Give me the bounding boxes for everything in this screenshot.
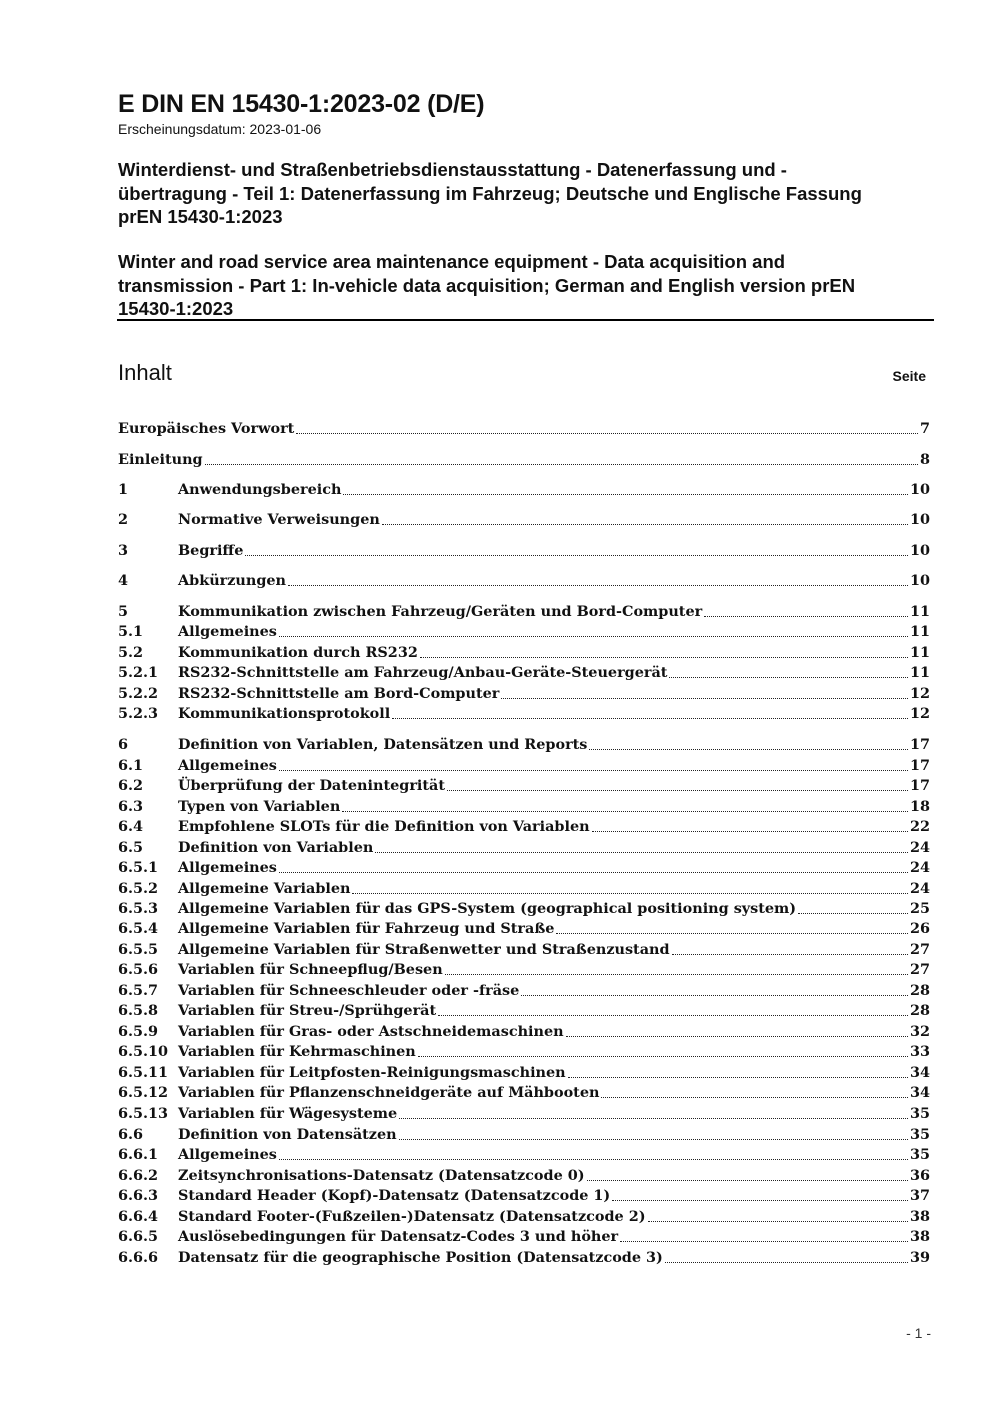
toc-entry-title: Begriffe (178, 542, 244, 559)
toc-entry-page: 8 (919, 451, 930, 468)
toc-entry-number: 6.6.3 (118, 1187, 159, 1204)
toc-entry-number: 6.5.3 (118, 900, 159, 917)
toc-dot-leader (592, 831, 908, 832)
toc-entry[interactable] (118, 898, 930, 918)
toc-entry-page: 39 (909, 1249, 930, 1266)
toc-dot-leader (589, 749, 908, 750)
toc-entry-number: 6.6.4 (118, 1208, 159, 1225)
toc-entry[interactable] (118, 1144, 930, 1164)
toc-entry-title: Überprüfung der Datenintegrität (178, 777, 445, 794)
toc-entry-number: 6.2 (118, 777, 144, 794)
toc-entry-title: Abkürzungen (178, 572, 287, 589)
toc-entry-number: 6.6.1 (118, 1146, 159, 1163)
toc-entry-page: 7 (919, 420, 930, 437)
toc-entry[interactable] (118, 540, 930, 560)
toc-dot-leader (665, 1262, 908, 1263)
toc-entry-page: 36 (909, 1167, 930, 1184)
toc-dot-leader (798, 913, 908, 914)
toc-dot-leader (279, 1159, 908, 1160)
toc-entry-title: Variablen für Kehrmaschinen (178, 1043, 416, 1060)
toc-entry[interactable] (118, 662, 930, 682)
toc-entry-page: 24 (909, 839, 930, 856)
toc-entry[interactable] (118, 703, 930, 723)
toc-entry[interactable] (118, 1041, 930, 1061)
toc-entry-number: 4 (118, 572, 129, 589)
toc-entry-title: Definition von Variablen, Datensätzen und Reports (178, 736, 588, 753)
toc-entry[interactable] (118, 878, 930, 898)
document-code: E DIN EN 15430-1:2023-02 (D/E) (118, 90, 485, 118)
toc-dot-leader (704, 616, 908, 617)
toc-entry-number: 6.5.2 (118, 880, 159, 897)
toc-entry-title: Europäisches Vorwort (118, 420, 295, 437)
toc-entry-page: 37 (909, 1187, 930, 1204)
toc-entry[interactable] (118, 939, 930, 959)
toc-entry-page: 17 (909, 736, 930, 753)
toc-dot-leader (392, 718, 908, 719)
toc-entry-page: 34 (909, 1084, 930, 1101)
toc-entry-number: 5.2.1 (118, 664, 159, 681)
toc-entry[interactable] (118, 449, 930, 469)
toc-dot-leader (342, 811, 908, 812)
toc-entry-page: 10 (909, 542, 930, 559)
toc-dot-leader (288, 585, 908, 586)
toc-entry-number: 6 (118, 736, 129, 753)
toc-entry[interactable] (118, 755, 930, 775)
toc-entry-title: Einleitung (118, 451, 203, 468)
toc-entry[interactable] (118, 621, 930, 641)
toc-entry-title: Variablen für Streu-/Sprühgerät (178, 1002, 437, 1019)
toc-dot-leader (343, 494, 908, 495)
toc-entry-title: Variablen für Gras- oder Astschneidemaschinen (178, 1023, 564, 1040)
toc-entry-title: Empfohlene SLOTs für die Definition von Variablen (178, 818, 590, 835)
title-english-line: 15430-1:2023 (118, 298, 234, 319)
toc-entry-number: 6.1 (118, 757, 144, 774)
toc-entry-number: 6.6.6 (118, 1249, 159, 1266)
toc-entry-title: Allgemeine Variablen (178, 880, 351, 897)
toc-entry-number: 6.4 (118, 818, 144, 835)
toc-dot-leader (418, 1056, 908, 1057)
toc-dot-leader (521, 995, 908, 996)
toc-entry[interactable] (118, 479, 930, 499)
toc-entry-number: 5 (118, 603, 129, 620)
toc-dot-leader (279, 636, 908, 637)
toc-entry-title: Allgemeine Variablen für das GPS-System (geographical positioning system) (178, 900, 797, 917)
title-german-line: übertragung - Teil 1: Datenerfassung im Fahrzeug; Deutsche und Englische Fassung (118, 182, 862, 204)
toc-entry-title: Variablen für Schneeschleuder oder -fräse (178, 982, 520, 999)
toc-entry-number: 6.5.13 (118, 1105, 169, 1122)
toc-entry-number: 6.5.12 (118, 1084, 169, 1101)
toc-dot-leader (399, 1118, 908, 1119)
toc-entry-title: Allgemeines (178, 1146, 277, 1163)
toc-dot-leader (669, 677, 908, 678)
toc-entry[interactable] (118, 837, 930, 857)
toc-dot-leader (648, 1221, 908, 1222)
toc-entry[interactable] (118, 918, 930, 938)
toc-entry-number: 6.3 (118, 798, 144, 815)
toc-entry[interactable] (118, 642, 930, 662)
toc-dot-leader (245, 555, 908, 556)
toc-page-column-label: Seite (892, 368, 926, 384)
toc-entry[interactable] (118, 857, 930, 877)
toc-entry-number: 6.5 (118, 839, 144, 856)
toc-dot-leader (296, 433, 918, 434)
toc-entry[interactable] (118, 1124, 930, 1144)
toc-dot-leader (587, 1180, 908, 1181)
toc-entry-title: Normative Verweisungen (178, 511, 380, 528)
toc-entry-number: 6.5.8 (118, 1002, 159, 1019)
toc-entry-title: Zeitsynchronisations-Datensatz (Datensatzcode 0) (178, 1167, 585, 1184)
toc-entry-page: 38 (909, 1228, 930, 1245)
toc-entry[interactable] (118, 683, 930, 703)
toc-entry-page: 11 (909, 664, 930, 681)
toc-entry-number: 6.6.5 (118, 1228, 159, 1245)
toc-entry[interactable] (118, 959, 930, 979)
toc-entry[interactable] (118, 734, 930, 754)
toc-entry[interactable] (118, 775, 930, 795)
toc-entry-page: 35 (909, 1105, 930, 1122)
toc-entry-page: 11 (909, 603, 930, 620)
toc-entry-page: 10 (909, 511, 930, 528)
toc-dot-leader (279, 770, 908, 771)
title-german-line: Winterdienst- und Straßenbetriebsdienstausstattung - Datenerfassung und - (118, 159, 787, 180)
toc-entry[interactable] (118, 1226, 930, 1246)
toc-dot-leader (501, 698, 908, 699)
toc-entry-title: Variablen für Leitpfosten-Reinigungsmaschinen (178, 1064, 566, 1081)
toc-entry-title: Standard Footer-(Fußzeilen-)Datensatz (Datensatzcode 2) (178, 1208, 646, 1225)
toc-entry-page: 38 (909, 1208, 930, 1225)
toc-entry-number: 6.5.6 (118, 961, 159, 978)
toc-entry-title: Definition von Variablen (178, 839, 374, 856)
title-german-line: prEN 15430-1:2023 (118, 206, 283, 227)
toc-dot-leader (566, 1036, 908, 1037)
toc-entry-page: 18 (909, 798, 930, 815)
toc-entry-page: 27 (909, 941, 930, 958)
toc-entry-page: 32 (909, 1023, 930, 1040)
toc-entry[interactable] (118, 1103, 930, 1123)
toc-dot-leader (399, 1139, 908, 1140)
toc-entry-number: 6.5.7 (118, 982, 159, 999)
toc-entry[interactable] (118, 1000, 930, 1020)
toc-entry-page: 28 (909, 1002, 930, 1019)
toc-entry-page: 24 (909, 880, 930, 897)
toc-entry-page: 33 (909, 1043, 930, 1060)
publication-date: Erscheinungsdatum: 2023-01-06 (118, 121, 322, 137)
toc-entry-number: 6.5.10 (118, 1043, 169, 1060)
toc-entry-number: 5.2.3 (118, 705, 159, 722)
toc-entry-number: 6.5.11 (118, 1064, 169, 1081)
toc-dot-leader (672, 954, 908, 955)
toc-entry[interactable] (118, 1185, 930, 1205)
toc-entry[interactable] (118, 796, 930, 816)
toc-entry-number: 5.2.2 (118, 685, 159, 702)
toc-entry-title: Datensatz für die geographische Position (Datensatzcode 3) (178, 1249, 663, 1266)
toc-entry-page: 11 (909, 644, 930, 661)
toc-dot-leader (556, 933, 908, 934)
toc-entry-page: 26 (909, 920, 930, 937)
toc-dot-leader (205, 464, 918, 465)
toc-entry-title: Kommunikationsprotokoll (178, 705, 391, 722)
toc-entry-page: 17 (909, 757, 930, 774)
toc-entry-page: 12 (909, 685, 930, 702)
toc-entry-page: 12 (909, 705, 930, 722)
toc-heading: Inhalt (118, 360, 172, 385)
page-number: - 1 - (906, 1325, 931, 1341)
toc-entry-page: 35 (909, 1126, 930, 1143)
toc-entry[interactable] (118, 1206, 930, 1226)
toc-entry-number: 6.5.4 (118, 920, 159, 937)
toc-entry-page: 28 (909, 982, 930, 999)
toc-entry[interactable] (118, 816, 930, 836)
toc-entry[interactable] (118, 1247, 930, 1267)
toc-entry-page: 11 (909, 623, 930, 640)
toc-entry-title: Variablen für Schneepflug/Besen (178, 961, 443, 978)
toc-entry[interactable] (118, 418, 930, 438)
title-english-line: Winter and road service area maintenance equipment - Data acquisition and (118, 251, 786, 272)
toc-entry-number: 6.6 (118, 1126, 144, 1143)
toc-entry-title: Allgemeines (178, 623, 277, 640)
toc-entry-number: 2 (118, 511, 129, 528)
toc-entry[interactable] (118, 1082, 930, 1102)
toc-dot-leader (612, 1200, 908, 1201)
toc-entry-page: 35 (909, 1146, 930, 1163)
toc-entry-page: 17 (909, 777, 930, 794)
toc-entry-number: 3 (118, 542, 129, 559)
toc-entry-page: 22 (909, 818, 930, 835)
toc-entry-page: 27 (909, 961, 930, 978)
toc-dot-leader (601, 1097, 908, 1098)
toc-dot-leader (438, 1015, 908, 1016)
toc-dot-leader (620, 1241, 908, 1242)
toc-entry-number: 6.6.2 (118, 1167, 159, 1184)
toc-entry-number: 6.5.9 (118, 1023, 159, 1040)
toc-dot-leader (382, 524, 908, 525)
toc-dot-leader (568, 1077, 908, 1078)
toc-entry[interactable] (118, 1165, 930, 1185)
toc-dot-leader (279, 872, 908, 873)
toc-entry-title: Typen von Variablen (178, 798, 341, 815)
toc-entry-title: Allgemeine Variablen für Fahrzeug und Straße (178, 920, 555, 937)
toc-entry-title: Definition von Datensätzen (178, 1126, 397, 1143)
toc-entry-title: Anwendungsbereich (178, 481, 342, 498)
toc-entry-number: 5.2 (118, 644, 144, 661)
toc-entry-title: Allgemeine Variablen für Straßenwetter und Straßenzustand (178, 941, 670, 958)
toc-entry-title: Kommunikation zwischen Fahrzeug/Geräten und Bord-Computer (178, 603, 703, 620)
toc-entry-number: 1 (118, 481, 129, 498)
toc-entry-title: Variablen für Wägesysteme (178, 1105, 398, 1122)
title-english-line: transmission - Part 1: In-vehicle data acquisition; German and English version prEN (118, 274, 856, 296)
toc-entry-page: 25 (909, 900, 930, 917)
toc-entry-title: RS232-Schnittstelle am Fahrzeug/Anbau-Geräte-Steuergerät (178, 664, 668, 681)
toc-entry-title: RS232-Schnittstelle am Bord-Computer (178, 685, 500, 702)
toc-entry[interactable] (118, 601, 930, 621)
toc-entry-number: 6.5.1 (118, 859, 159, 876)
toc-entry-title: Allgemeines (178, 859, 277, 876)
toc-entry-page: 24 (909, 859, 930, 876)
toc-dot-leader (352, 893, 907, 894)
toc-entry-page: 10 (909, 572, 930, 589)
toc-entry-title: Standard Header (Kopf)-Datensatz (Datensatzcode 1) (178, 1187, 611, 1204)
toc-entry[interactable] (118, 980, 930, 1000)
toc-entry[interactable] (118, 509, 930, 529)
toc-entry-title: Variablen für Pflanzenschneidgeräte auf Mähbooten (178, 1084, 600, 1101)
toc-dot-leader (445, 974, 908, 975)
toc-entry-title: Allgemeines (178, 757, 277, 774)
toc-entry-page: 34 (909, 1064, 930, 1081)
toc-entry-number: 5.1 (118, 623, 144, 640)
toc-entry-page: 10 (909, 481, 930, 498)
toc-dot-leader (375, 852, 908, 853)
toc-entry-title: Kommunikation durch RS232 (178, 644, 418, 661)
toc-dot-leader (447, 790, 908, 791)
toc-dot-leader (420, 657, 908, 658)
toc-entry[interactable] (118, 1021, 930, 1041)
toc-entry[interactable] (118, 1062, 930, 1082)
toc-entry-number: 6.5.5 (118, 941, 159, 958)
toc-entry[interactable] (118, 570, 930, 590)
toc-entry-title: Auslösebedingungen für Datensatz-Codes 3 und höher (178, 1228, 619, 1245)
